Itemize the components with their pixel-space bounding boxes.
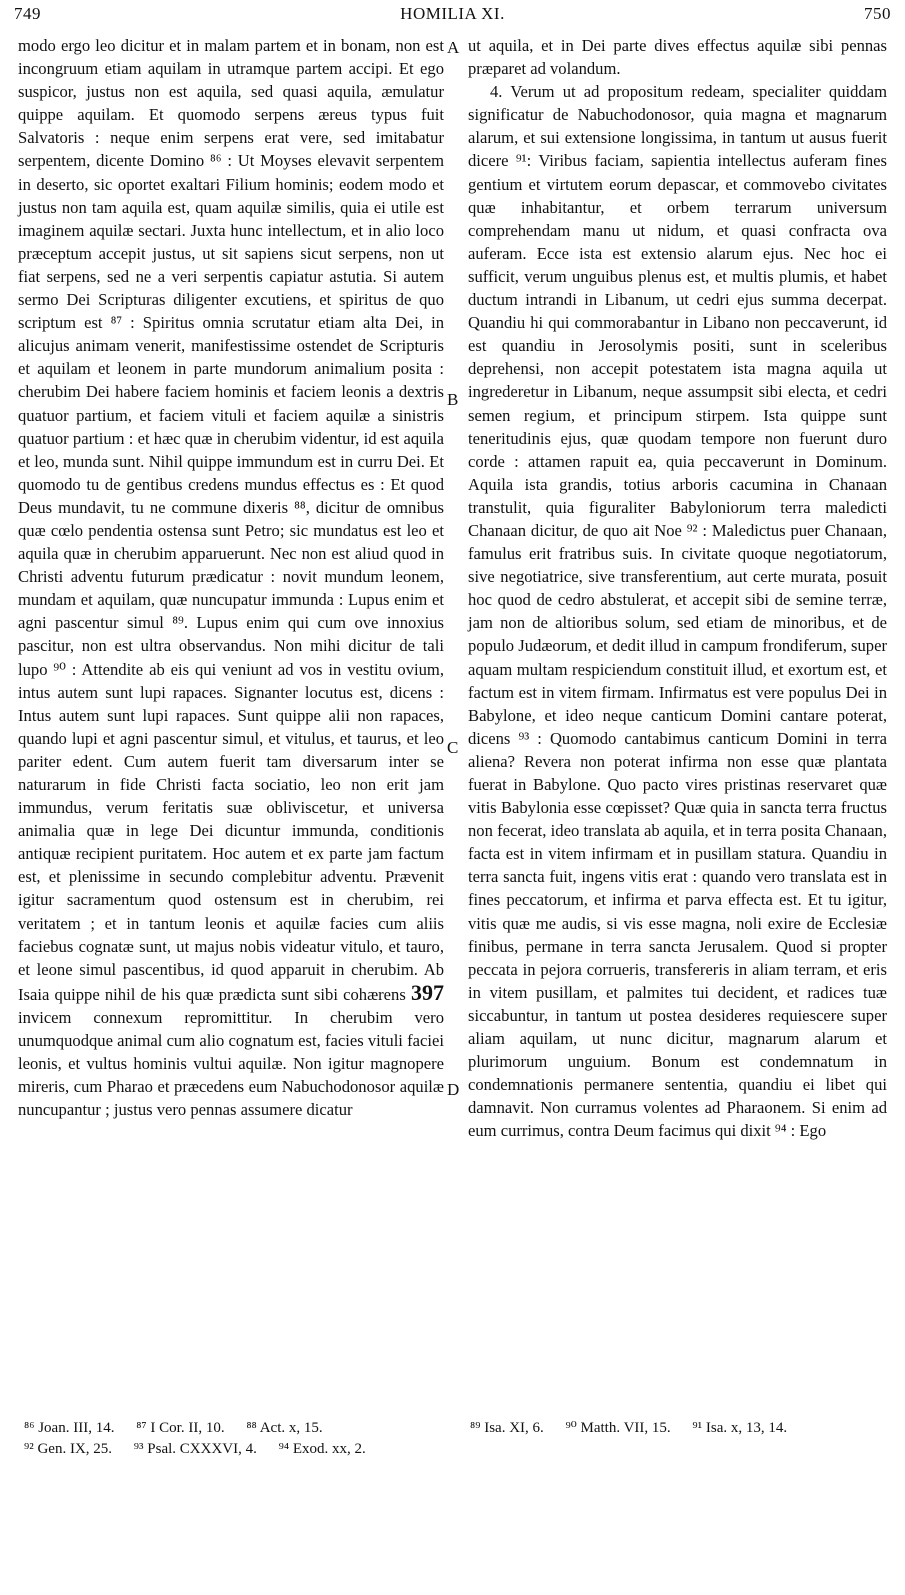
edition-column-number: 397: [411, 979, 444, 1005]
footnotes-right: [470, 1418, 805, 1439]
left-column-body-end: invicem connexum repromittitur. In cherubim vero unumquodque animal cum alio cognatum est, facies vituli faciei leonis, et vultus hominis vultui aquilæ. Non igitur magnopere mireris, cum Pharao et præcedens eum Nabuchodonosor aquilæ nuncupantur ; justus vero pennas assumere dicatur: [18, 1007, 444, 1120]
left-column-body: modo ergo leo dicitur et in malam partem et in bonam, non est incongruum etiam aquilam in utramque partem accipi. Et ego suspicor, justus non est aquila, sed quasi aquila, æmulatur quippe aquilam. Et quomodo serpens æreus typus fuit Salvatoris : neque enim serpens erat vere, sed imitabatur serpentem, dicente Domino ⁸⁶ : Ut Moyses elevavit serpentem in deserto, sic oportet exaltari Filium hominis; eodem modo et justus non tam aquila est, quam aquilæ similis, quia ei utile est imaginem aquilæ sectari. Juxta hunc intellectum, et in alio loco præceptum accepit justus, ut sit sapiens sicut serpens, non ut fiat serpens, sed ne a veri serpentis capiatur astutia. Si autem sermo Dei Scripturas diligenter excutiens, et spiritus de quo scriptum est ⁸⁷ : Spiritus omnia scrutatur etiam alta Dei, in alicujus animam venerit, manifestissime ostendet de Scripturis et aquilam et leonem in parte mundorum animalium posita : cherubim Dei habere faciem hominis et faciem leonis a dextris quatuor partium, et faciem vituli et faciem aquilæ a sinistris quatuor partium : et hæc quæ in cherubim videntur, id est aquila et leo, munda sunt. Nihil quippe immundum est in curru Dei. Et quomodo tu de gentibus credens mundus effectus es : Et quod Deus mundavit, tu ne commune dixeris ⁸⁸, dicitur de omnibus quæ cœlo pendentia ostensa sunt Petro; sic mundatus est leo et aquila quæ in cherubim apparuerunt. Nec non est aliud quod in Christi adventu futurum prædicatur : novit mundum leonem, mundam et aquilam, quæ nuncupatur immunda : Lupus enim et agni pascentur simul ⁸⁹. Lupus enim qui cum ove innoxius pascitur, non est ultra observandus. Non mihi dicitur de tali lupo ⁹⁰ : Attendite ab eis qui veniunt ad vos in vestitu ovium, intus autem sunt lupi rapaces. Signanter locutus est, dicens : Intus autem sunt lupi rapaces. Sunt quippe alii non rapaces, quando lupi et agni pascentur simul, et vitulus, et taurus, et leo pariter edent. Cum autem fuerit tam diversarum inter se naturarum in fide Christi facta sociatio, leo non erit jam immundus, verum feritatis suæ obliviscetur, et universa animalia quæ in lege Dei dicuntur immunda, conditionis antiquæ recipient puritatem. Hoc autem et ex parte jam factum est, et plenissime in secundo complebitur adventu. Prævenit igitur sacramentum quod ostensum est in cherubim, rei veritatem ; et in tantum leonis et aquilæ facies cum aliis faciebus cognatæ sunt, ut majus nobis videatur vitulo, et tauro, et leone simul pascentibus, id quod apparuit in cherubim. Ab Isaia quippe nihil de his quæ prædicta sunt sibi cohærens: [18, 36, 444, 1004]
left-column-text: [18, 34, 444, 1121]
footnote: ⁹⁴ Exod. xx, 2.: [278, 1441, 366, 1457]
margin-marker-d: D: [447, 1080, 460, 1099]
left-column: [18, 34, 444, 1121]
footnote: ⁹⁰ Matth. VII, 15.: [565, 1420, 671, 1436]
footnote: ⁹² Gen. IX, 25.: [24, 1441, 113, 1457]
footnotes-left: [24, 1418, 384, 1460]
footnote: ⁸⁷ I Cor. II, 10.: [136, 1420, 225, 1436]
footnote: ⁹¹ Isa. x, 13, 14.: [692, 1420, 788, 1436]
right-column: [468, 34, 887, 1143]
footnote-row: [470, 1418, 805, 1439]
page-number-left: 749: [14, 4, 41, 23]
margin-marker-b: B: [447, 390, 459, 409]
footnote-row: [24, 1439, 384, 1460]
right-paragraph-2: 4. Verum ut ad propositum redeam, specialiter quiddam significatur de Nabuchodonosor, quia magna et magnarum alarum, et sui extensione longissima, in tantum ut ausus fuerit dicere ⁹¹: Viribus faciam, sapientia intellectus auferam fines gentium et virtutem eorum depascar, et commovebo civitates quæ inhabitantur, et orbem terrarum universum comprehendam manu ut nidum, et quasi confracta ova auferam. Ecce ista est extensio alarum ejus. Nec hoc ei sufficit, verum unguibus plenus est, et multis plumis, et habet ductum intrandi in Libanum, ut cedri ejus summa decerpat. Quandiu hi qui commorabantur in Libano non peccaverunt, id est quandiu in Jerosolymis positi, sunt in sceleribus deprehensi, non accepit potestatem ista magna aquila ut ingrederetur in Libanum, neque assumpsit sibi electa, et cedri semen regium, et principum stirpem. Ista quippe sunt teneritudinis ejus, quæ quodam tempore non fuerunt duro corde : attamen rapuit ea, quia peccaverunt in Dominum. Aquila ista grandis, totius arboris cacumina in Chanaan transtulit, quia figuraliter Babyloniorum terra maledicti Chanaan dicitur, de quo ait Noe ⁹² : Maledictus puer Chanaan, famulus erit fratribus suis. In civitate quoque negotiatorum, sive negotiatrice, sive transferentium, aut certe murata, posuit hoc quod de cedro abstulerat, et accepit sibi de semine terræ, jam non de altioribus solum, sed etiam de minoribus, et de populo Judæorum, et dedit illud in campum frondiferum, super aquam multam respiciendum constituit illud, et exortum est, et factum est in vitem firmam. Infirmatus est vere populus Dei in Babylone, et ideo neque canticum Domini cantare poterat, dicens ⁹³ : Quomodo cantabimus canticum Domini in terra aliena? Revera non poterat infirma non esse quæ plantata fuerat in Babylone. Quo pacto vires pristinas reservaret quæ vitis Babylonia esse cœpisset? Quæ quia in sancta terra fructus non fecerat, ideo translata ab aquila, et in terra posita Chanaan, facta est in vitem infirmam et in pusillam statura. Quandiu in terra sancta fuit, ingens vitis erat : quando vero translata est in fines peccatorum, et infirma et parva effecta est. Et tu igitur, vitis quæ me audis, si vis esse magna, noli exire de Ecclesiæ finibus, permane in terra sancta Jerusalem. Quod si propter peccata in pejora corrueris, transfereris in aliam terram, et eris in vitem pusillam, et palmites tui decident, et radices tuæ siccabuntur, in tantum ut postea desideres requiescere super aliam aquilam, ut nunc dicitur, magnarum alarum et plurimorum unguium. Bonum est condemnatum in condemnationis permanere sententia, quandiu ei libet qui damnavit. Non curramus volentes ad Pharaonem. Si enim ad eum currimus, contra Deum facimus qui dixit ⁹⁴ : Ego: [468, 82, 887, 1141]
page-number-right: 750: [864, 4, 891, 23]
running-title: HOMILIA XI.: [400, 4, 505, 23]
right-paragraph-1: ut aquila, et in Dei parte dives effectus aquilæ sibi pennas præparet ad volandum.: [468, 36, 887, 79]
running-header: [14, 4, 891, 30]
footnote: ⁸⁹ Isa. XI, 6.: [470, 1420, 544, 1436]
footnote: ⁹³ Psal. CXXXVI, 4.: [133, 1441, 257, 1457]
footnote: ⁸⁸ Act. x, 15.: [246, 1420, 323, 1436]
margin-marker-a: A: [447, 38, 460, 57]
footnote-row: [24, 1418, 384, 1439]
footnote: ⁸⁶ Joan. III, 14.: [24, 1420, 115, 1436]
margin-marker-c: C: [447, 738, 459, 757]
